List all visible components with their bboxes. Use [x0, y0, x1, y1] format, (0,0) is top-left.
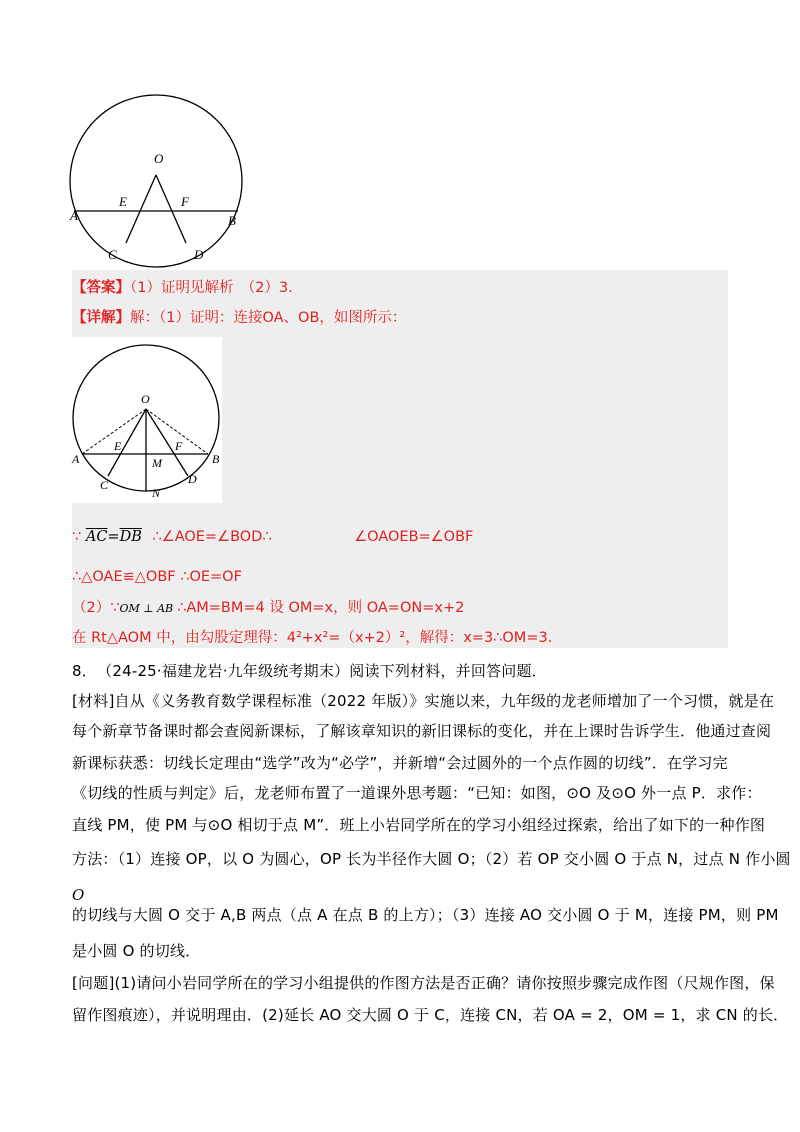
segment-oc: [126, 175, 156, 243]
therefore-angle: ∴∠AOE=∠BOD∴: [152, 529, 272, 545]
detail-tag: 【详解】: [72, 310, 130, 326]
problem-text-line-11: 留作图痕迹），并说明理由．(2)延长 AO 交大圆 O 于 C，连接 CN，若 OA = 2，OM = 1，求 CN 的长．: [72, 1006, 789, 1024]
detail-text: 解：（1）证明：连接OA、OB，如图所示：: [130, 310, 407, 326]
problem-heading: 8． （24-25·福建龙岩·九年级统考期末）阅读下列材料，并回答问题．: [72, 662, 547, 680]
problem-text-line-5: 《切线的性质与判定》后，龙老师布置了一道课外思考题：“已知：如图，⊙O 及⊙O 外一点 P．求作：: [72, 784, 762, 802]
figure-1-circle-diagram: [68, 93, 248, 273]
label-m: M: [152, 456, 162, 470]
proof-line-1: [72, 527, 473, 547]
problem-text-line-6: 直线 PM，使 PM 与⊙O 相切于点 M”．班上小岩同学所在的学习小组经过探索，给出了如下的一种作图: [72, 816, 766, 834]
label-e: E: [119, 194, 127, 209]
circle: [70, 95, 242, 267]
label-c: C: [108, 247, 117, 262]
label-b: B: [228, 213, 236, 228]
label-f: F: [181, 194, 189, 209]
problem-text-line-9: 是小圆 O 的切线．: [72, 942, 201, 960]
problem-text-line-8-pre: [72, 884, 85, 906]
proof-line-2: [72, 567, 242, 587]
because-symbol: ∵: [72, 529, 82, 545]
answer-tag: 【答案】: [72, 280, 130, 296]
label-d: D: [188, 472, 197, 486]
proof-line-3: [72, 598, 464, 619]
label-e: E: [114, 439, 122, 453]
label-d: D: [194, 247, 204, 262]
problem-text-line-2: [材料]自从《义务教育数学课程标准（2022 年版）》实施以来，九年级的龙老师增加了一个习惯，就是在: [72, 692, 775, 710]
problem-text-line-8: 的切线与大圆 O 交于 A,B 两点（点 A 在点 B 的上方）；（3）连接 AO 交小圆 O 于 M，连接 PM，则 PM: [72, 906, 779, 924]
arc-db: $\overline{DB}$: [119, 529, 142, 545]
part2-text: ∴AM=BM=4 设 OM=x，则 OA=ON=x+2: [177, 600, 465, 616]
congruence-text: ∴△OAE≌△OBF ∴OE=OF: [72, 569, 242, 585]
answer-line: [72, 278, 303, 298]
arc-ac: $\overline{AC}$: [85, 529, 108, 545]
problem-text-line-7: 方法：（1）连接 OP，以 O 为圆心，OP 长为半径作大圆 O；（2）若 OP 交小圆 O 于点 N，过点 N 作小圆: [72, 850, 791, 868]
part2-prefix: （2）∵: [72, 600, 120, 616]
label-f: F: [175, 439, 183, 453]
om-perp-ab: OM ⊥ AB: [119, 602, 174, 615]
problem-text-line-10: [问题](1)请问小岩同学所在的学习小组提供的作图方法是否正确？请你按照步骤完成作图（尺规作图，保: [72, 974, 775, 992]
label-c: C: [100, 478, 109, 492]
detail-line: [72, 308, 406, 328]
answer-text: （1）证明见解析 （2）3．: [130, 280, 303, 296]
label-o: O: [141, 392, 150, 406]
label-b: B: [212, 452, 220, 466]
label-o: O: [154, 151, 164, 166]
problem-text-line-3: 每个新章节备课时都会查阅新课标，了解该章知识的新旧课标的变化，并在上课时告诉学生．他通过查阅: [72, 722, 772, 740]
problem-text-line-4: 新课标获悉：切线长定理由“选学”改为“必学”，并新增“会过圆外的一个点作圆的切线”．在学习完: [72, 754, 728, 772]
label-a: A: [72, 452, 80, 466]
figure-2-circle-diagram: [70, 337, 222, 503]
pythagoras-text: 在 Rt△AOM 中，由勾股定理得：4²+x²=（x+2）²，解得：x=3∴OM=3．: [72, 630, 563, 646]
label-n: N: [152, 486, 161, 500]
overlap-text: ∠OAOEB=∠OBF: [354, 529, 474, 545]
proof-line-4: [72, 628, 562, 648]
circle-o-label: O: [72, 886, 85, 904]
equals-sign: =: [107, 529, 120, 545]
segment-od: [156, 175, 186, 243]
label-a: A: [70, 208, 78, 223]
